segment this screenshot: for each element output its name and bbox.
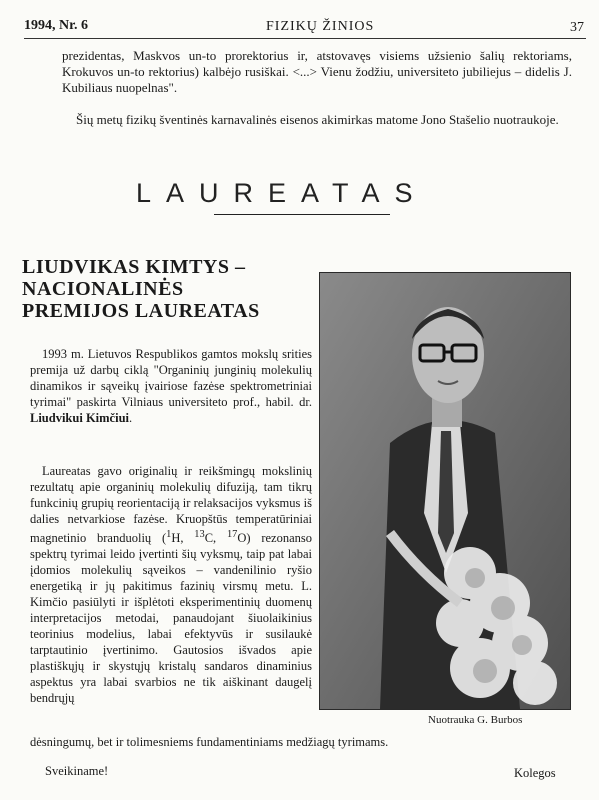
journal-title: FIZIKŲ ŽINIOS [266, 19, 375, 34]
isotope-c-mass: 13 [194, 529, 205, 540]
previous-article-caption-paragraph: Šių metų fizikų šventinės karnavalinės eisenos akimirkas matome Jono Stašelio nuotraukoje. [76, 112, 559, 127]
section-title: LAUREATAS [136, 178, 428, 208]
paragraph-2-part-1: Laureatas gavo originalių ir reikšmingų mokslinių rezultatų apie organinių molekulių difuziją, tam tikrų funkcinių grupių reorientaciją ir relaksacijos vyksmus iš dalies netvarkiose fazėse. Kruopštūs temperatūriniai magnetinio branduolių ( [30, 464, 312, 546]
laureate-photo [319, 272, 571, 710]
congratulations: Sveikiname! [45, 764, 109, 778]
article-paragraph-1 [30, 346, 312, 426]
headline-line-3: PREMIJOS LAUREATAS [22, 300, 260, 322]
isotope-h-symbol: H, [171, 531, 195, 546]
issue-number: 1994, Nr. 6 [24, 18, 89, 33]
previous-article-paragraph: prezidentas, Maskvos un-to prorektorius ir, atstovavęs visiems užsienio šalių rektoriams, Krokuvos un-to rektorius) kalbėjo rusiškai. <...> Vienu žodžiu, universiteto jubiliejus – didelis J. Kubiliaus nuopelnas". [62, 48, 572, 95]
paragraph-1-end: . [129, 411, 133, 425]
section-title-rule [214, 214, 390, 215]
page-header [24, 18, 584, 40]
isotope-c-symbol: C, [204, 531, 227, 546]
portrait-illustration [320, 273, 570, 709]
headline-line-1: LIUDVIKAS KIMTYS – [22, 256, 246, 278]
isotope-o-symbol: O [237, 531, 247, 546]
laureate-name: Liudvikui Kimčiui [30, 411, 129, 425]
article-headline [22, 256, 312, 322]
photo-credit: Nuotrauka G. Burbos [428, 714, 523, 726]
article-paragraph-2-tail: dėsningumų, bet ir tolimesniems fundamentiniams medžiagų tyrimams. [30, 735, 389, 749]
signature: Kolegos [514, 766, 556, 780]
paragraph-2-part-2: ) rezonanso spektrų tyrimai leido įvertinti šių vyksmų, taip pat labai įdomios molekulių sąveikos – vandenilinio ryšio energetiką ir jų pakitimus fazinių virsmų metu. L. Kimčio pasiūlyti ir išplėtoti eksperimentinių duomenų interpretacijos metodai, panaudojant šiuolaikinius teorinius modelius, labai efektyvūs ir susilaukė tarptautinio įvertinimo. Gautosios išvados apie plastiškųjų ir skystųjų kristalų sandaros dinaminius aspektus yra labai svarbios ne tik aiškinant daugelį bendrųjų [30, 531, 312, 706]
page-number: 37 [570, 20, 584, 35]
headline-line-2: NACIONALINĖS [22, 278, 184, 300]
paragraph-1-text: 1993 m. Lietuvos Respublikos gamtos mokslų srities premija už darbų ciklą "Organinių junginių molekulių dinamikos ir sąveikų įvairiose fazėse spektrometriniai tyrimai" paskirta Vilniaus universiteto prof., habil. dr. [30, 347, 312, 409]
isotope-o-mass: 17 [226, 529, 238, 540]
article-paragraph-2 [30, 463, 312, 706]
header-rule [24, 38, 586, 39]
isotope-h-mass: 1 [166, 529, 172, 540]
